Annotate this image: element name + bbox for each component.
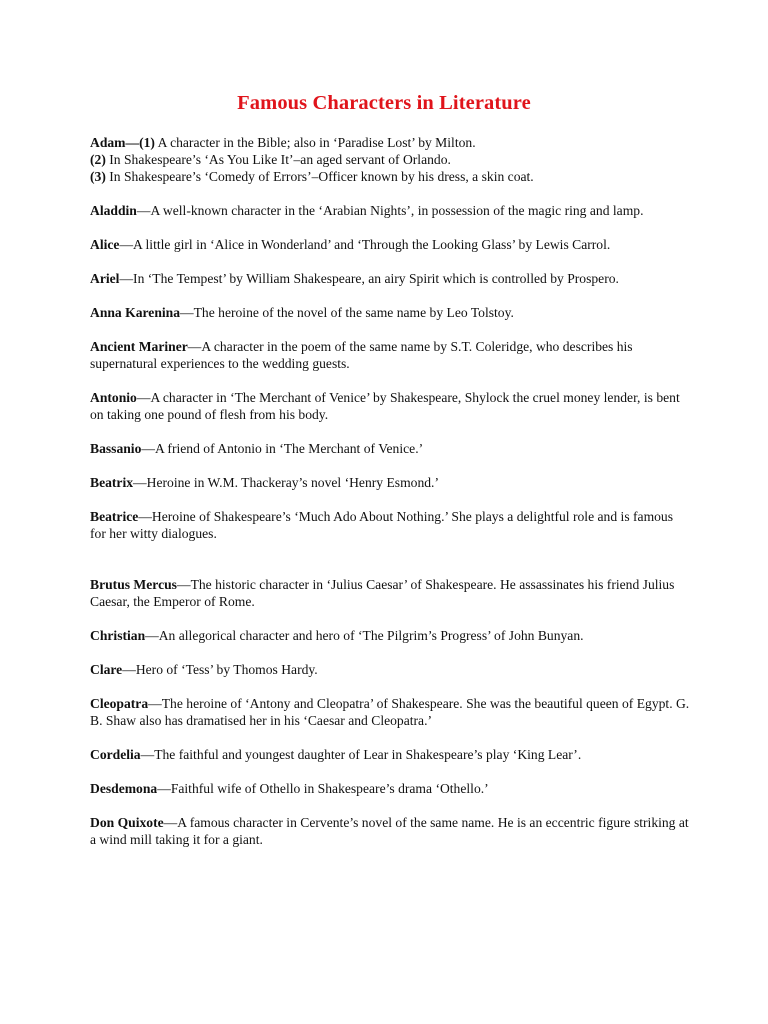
- entry-cleopatra: [90, 695, 690, 729]
- entry-text: —A little girl in ‘Alice in Wonderland’ and ‘Through the Looking Glass’ by Lewis Carrol.: [119, 237, 611, 252]
- entry-term: Bassanio: [90, 441, 142, 456]
- entry-alice: [90, 236, 690, 253]
- entry-term: Adam—: [90, 135, 140, 150]
- entry-text: —A well-known character in the ‘Arabian Nights’, in possession of the magic ring and lamp.: [136, 203, 644, 218]
- entry-aladdin: [90, 202, 690, 219]
- entry-term: Aladdin: [90, 203, 137, 218]
- entry-beatrice: [90, 508, 690, 542]
- entry-line: [90, 134, 690, 151]
- entry-text: —A famous character in Cervente’s novel of the same name. He is an eccentric figure striking at a wind mill taking it for a giant.: [90, 815, 689, 847]
- entry-text: —A character in the poem of the same name by S.T. Coleridge, who describes his supernatural experiences to the wedding guests.: [90, 339, 633, 371]
- entry-text: —Hero of ‘Tess’ by Thomos Hardy.: [122, 662, 318, 677]
- entry-text: In Shakespeare’s ‘Comedy of Errors’–Officer known by his dress, a skin coat.: [105, 169, 534, 184]
- entry-text: —Heroine of Shakespeare’s ‘Much Ado About Nothing.’ She plays a delightful role and is famous for her witty dialogues.: [90, 509, 674, 541]
- entry-term: Brutus Mercus: [90, 577, 177, 592]
- entry-term: Anna Karenina: [90, 305, 181, 320]
- entry-text: —The historic character in ‘Julius Caesar’ of Shakespeare. He assassinates his friend Julius Caesar, the Emperor of Rome.: [90, 577, 675, 609]
- sense-number: (2): [90, 152, 106, 167]
- entry-term: Beatrice: [90, 509, 139, 524]
- entry-line: [90, 168, 690, 185]
- entry-beatrix: [90, 474, 690, 491]
- document-body: [90, 134, 690, 865]
- sense-number: (3): [90, 169, 106, 184]
- entry-text: —A character in ‘The Merchant of Venice’ by Shakespeare, Shylock the cruel money lender, is bent on taking one pound of flesh from his body.: [90, 390, 680, 422]
- entry-text: —The heroine of ‘Antony and Cleopatra’ of Shakespeare. She was the beautiful queen of Egypt. G. B. Shaw also has dramatised her in his ‘Caesar and Cleopatra.’: [90, 696, 690, 728]
- sense-number: (1): [139, 135, 155, 150]
- entry-text: —Faithful wife of Othello in Shakespeare’s drama ‘Othello.’: [157, 781, 489, 796]
- entry-antonio: [90, 389, 690, 423]
- entry-text: —In ‘The Tempest’ by William Shakespeare, an airy Spirit which is controlled by Prospero.: [119, 271, 619, 286]
- entry-ariel: [90, 270, 690, 287]
- entry-term: Don Quixote: [90, 815, 164, 830]
- entry-brutus-mercus: [90, 576, 690, 610]
- entry-term: Cordelia: [90, 747, 141, 762]
- entry-adam: [90, 134, 690, 185]
- entry-text: In Shakespeare’s ‘As You Like It’–an aged servant of Orlando.: [105, 152, 451, 167]
- entry-text: —The faithful and youngest daughter of Lear in Shakespeare’s play ‘King Lear’.: [140, 747, 582, 762]
- entry-term: Cleopatra: [90, 696, 149, 711]
- entry-anna-karenina: [90, 304, 690, 321]
- entry-term: Ariel: [90, 271, 120, 286]
- document-title: Famous Characters in Literature: [237, 92, 531, 114]
- entry-text: —Heroine in W.M. Thackeray’s novel ‘Henry Esmond.’: [133, 475, 439, 490]
- entry-don-quixote: [90, 814, 690, 848]
- entry-term: Clare: [90, 662, 123, 677]
- entry-text: —The heroine of the novel of the same name by Leo Tolstoy.: [180, 305, 514, 320]
- entry-term: Ancient Mariner: [90, 339, 188, 354]
- entry-cordelia: [90, 746, 690, 763]
- entry-line: [90, 151, 690, 168]
- entry-ancient-mariner: [90, 338, 690, 372]
- entry-term: Christian: [90, 628, 146, 643]
- entry-desdemona: [90, 780, 690, 797]
- entry-term: Alice: [90, 237, 120, 252]
- entry-text: —An allegorical character and hero of ‘The Pilgrim’s Progress’ of John Bunyan.: [145, 628, 584, 643]
- entry-text: A character in the Bible; also in ‘Paradise Lost’ by Milton.: [154, 135, 476, 150]
- entry-text: —A friend of Antonio in ‘The Merchant of Venice.’: [141, 441, 424, 456]
- entry-bassanio: [90, 440, 690, 457]
- entry-term: Desdemona: [90, 781, 158, 796]
- entry-christian: [90, 627, 690, 644]
- entry-term: Antonio: [90, 390, 137, 405]
- entry-clare: [90, 661, 690, 678]
- entry-term: Beatrix: [90, 475, 134, 490]
